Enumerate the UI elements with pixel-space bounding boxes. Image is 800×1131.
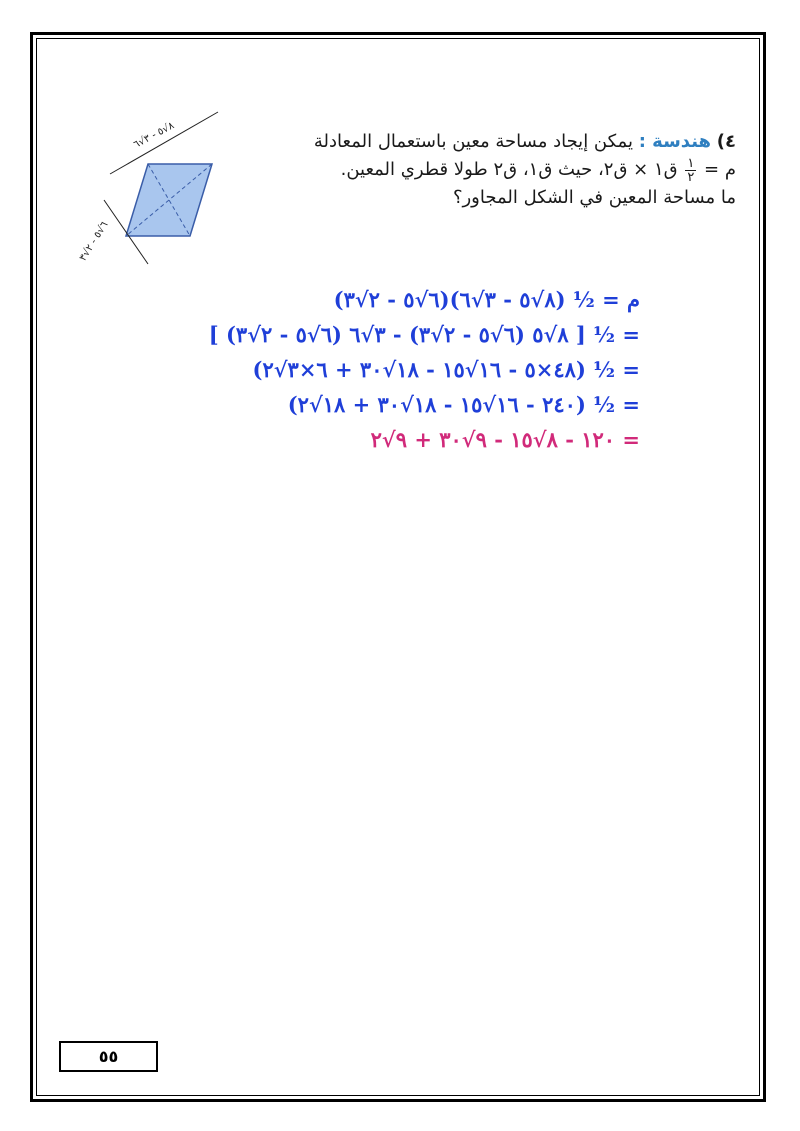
problem-number: ٤) [716,131,736,152]
problem-text-1: يمكن إيجاد مساحة معين باستعمال المعادلة [313,131,633,152]
solution-line-3: = ½ (٤٨×٥ - ١٦√١٥ - ١٨√٣٠ + ٦×٣√٢) [252,357,640,382]
formula-fraction [685,157,696,184]
diagonal-label-bottom: ٦√٥ - ٢√٣ [77,219,111,264]
solution-line-1: م = ½ (٨√٥ - ٣√٦)(٦√٥ - ٢√٣) [333,287,640,312]
problem-statement [266,128,736,212]
fraction-numerator: ١ [687,155,695,171]
solution-steps [180,282,640,457]
problem-text-2: ق١ × ق٢، حيث ق١، ق٢ طولا قطري المعين. [340,159,678,180]
rhombus-figure [70,106,220,274]
page-number: ٥٥ [98,1047,119,1066]
page-number-box [59,1041,158,1072]
problem-tag: هندسة : [638,131,712,152]
problem-line-3: ما مساحة المعين في الشكل المجاور؟ [452,187,736,208]
problem-line-1 [266,128,736,156]
fraction-denominator: ٢ [687,169,695,185]
solution-final-answer: = ١٢٠ - ٨√١٥ - ٩√٣٠ + ٩√٢ [370,427,640,452]
problem-line-2 [266,156,736,184]
diagonal-label-top: ٨√٥ - ٣√٦ [132,120,177,151]
formula-lhs: م = [704,159,736,180]
solution-line-2: = ½ [ ٨√٥ (٦√٥ - ٢√٣) - ٣√٦ (٦√٥ - ٢√٣) ] [208,322,640,347]
solution-line-4: = ½ (٢٤٠ - ١٦√١٥ - ١٨√٣٠ + ١٨√٢) [287,392,640,417]
